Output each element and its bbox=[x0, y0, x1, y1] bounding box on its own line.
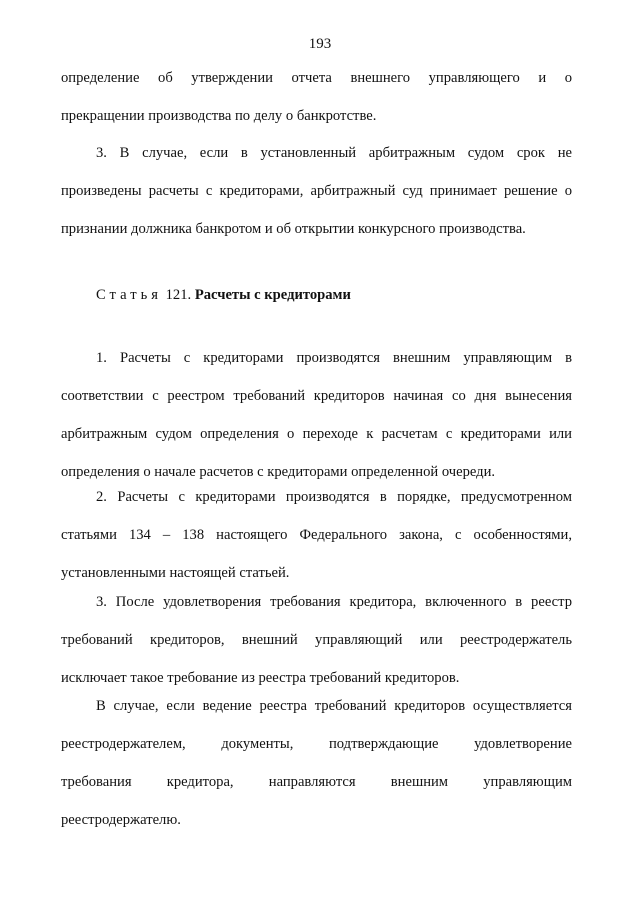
paragraph-line: требования кредитора, направляются внешним управляющим bbox=[61, 774, 572, 790]
article-title: Расчеты с кредиторами bbox=[194, 287, 351, 303]
paragraph-line: признании должника банкротом и об открытии конкурсного производства. bbox=[61, 221, 526, 237]
paragraph-line: требований кредиторов, внешний управляющий или реестродержатель bbox=[61, 632, 572, 648]
paragraph-line: В случае, если ведение реестра требований кредиторов осуществляется bbox=[96, 698, 572, 714]
article-heading bbox=[96, 276, 351, 314]
page-number: 193 bbox=[308, 36, 332, 52]
paragraph-line: 3. В случае, если в установленный арбитражным судом срок не bbox=[96, 145, 572, 161]
paragraph-line: прекращении производства по делу о банкротстве. bbox=[61, 108, 377, 124]
paragraph-line: 3. После удовлетворения требования кредитора, включенного в реестр bbox=[96, 594, 572, 610]
paragraph-line: 2. Расчеты с кредиторами производятся в порядке, предусмотренном bbox=[96, 489, 572, 505]
paragraph-line: статьями 134 – 138 настоящего Федерального закона, с особенностями, bbox=[61, 527, 572, 543]
paragraph-3 bbox=[61, 134, 572, 248]
paragraph-line: определение об утверждении отчета внешнего управляющего и о bbox=[61, 70, 572, 86]
paragraph-line: определения о начале расчетов с кредиторами определенной очереди. bbox=[61, 464, 496, 480]
paragraph-line: реестродержателю. bbox=[61, 812, 181, 828]
article-paragraph-2 bbox=[61, 478, 572, 592]
paragraph-line: произведены расчеты с кредиторами, арбитражный суд принимает решение о bbox=[61, 183, 572, 199]
article-paragraph-3 bbox=[61, 583, 572, 697]
article-paragraph-1 bbox=[61, 339, 572, 491]
paragraph-line: 1. Расчеты с кредиторами производятся внешним управляющим в bbox=[96, 350, 572, 366]
article-number: 121. bbox=[165, 287, 192, 303]
paragraph-line: арбитражным судом определения о переходе к расчетам с кредиторами или bbox=[61, 426, 572, 442]
paragraph-line: соответствии с реестром требований кредиторов начиная со дня вынесения bbox=[61, 388, 572, 404]
top-paragraph bbox=[61, 59, 572, 135]
article-prefix: Статья bbox=[96, 287, 162, 303]
article-paragraph-4 bbox=[61, 687, 572, 839]
paragraph-line: реестродержателем, документы, подтверждающие удовлетворение bbox=[61, 736, 572, 752]
paragraph-line: исключает такое требование из реестра требований кредиторов. bbox=[61, 670, 460, 686]
paragraph-line: установленными настоящей статьей. bbox=[61, 565, 290, 581]
